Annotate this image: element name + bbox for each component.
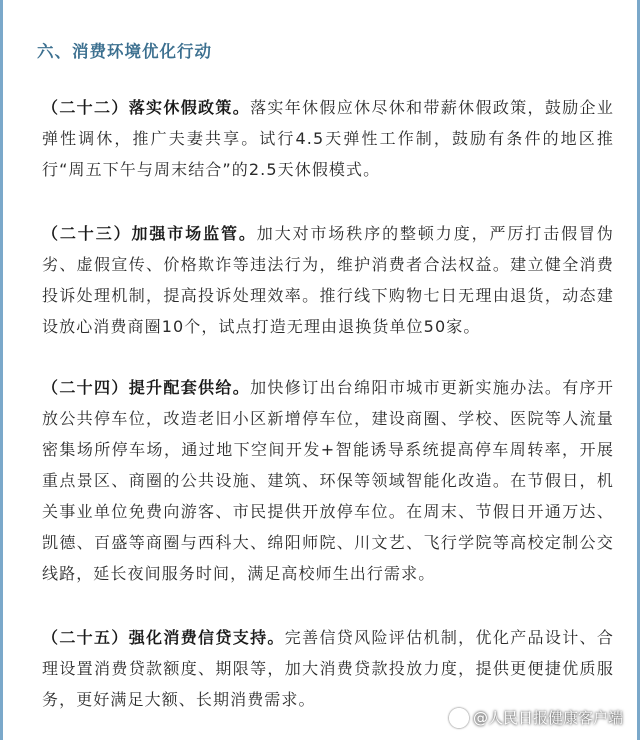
paragraph-item-22 <box>42 92 614 185</box>
watermark <box>449 707 623 728</box>
watermark-text: @人民日报健康客户端 <box>472 709 623 727</box>
paragraph-body: 加快修订出台绵阳市城市更新实施办法。有序开放公共停车位，改造老旧小区新增停车位，建设商圈、学校、医院等人流量密集场所停车场，通过地下空间开发+智能诱导系统提高停车周转率，开展重点景区、商圈的公共设施、建筑、环保等领域智能化改造。在节假日，机关事业单位免费向游客、市民提供开放停车位。在周末、节假日开通万达、凯德、百盛等商圈与西科大、绵阳师院、川文艺、飞行学院等高校定制公交线路，延长夜间服务时间，满足高校师生出行需求。 <box>42 378 614 583</box>
paragraph-body: 完善信贷风险评估机制，优化产品设计、合理设置消费贷款额度、期限等，加大消费贷款投放力度，提供更便捷优质服务，更好满足大额、长期消费需求。 <box>42 628 614 709</box>
section-title: 六、消费环境优化行动 <box>37 42 212 61</box>
paragraph-body: 落实年休假应休尽休和带薪休假政策，鼓励企业弹性调休，推广夫妻共享。试行4.5天弹性工作制，鼓励有条件的地区推行“周五下午与周末结合”的2.5天休假模式。 <box>42 98 614 179</box>
paragraph-body: 加大对市场秩序的整顿力度，严厉打击假冒伪劣、虚假宣传、价格欺诈等违法行为，维护消费者合法权益。建立健全消费投诉处理机制，提高投诉处理效率。推行线下购物七日无理由退货，动态建设放心消费商圈10个，试点打造无理由退换货单位50家。 <box>42 224 614 336</box>
paragraph-lead: （二十三）加强市场监管。 <box>42 224 257 243</box>
paragraph-item-23 <box>42 218 614 342</box>
paragraph-item-24 <box>42 372 614 589</box>
paragraph-lead: （二十四）提升配套供给。 <box>42 378 251 397</box>
paragraph-item-25 <box>42 622 614 715</box>
source-logo-icon <box>449 708 469 728</box>
paragraph-lead: （二十二）落实休假政策。 <box>42 98 251 117</box>
paragraph-lead: （二十五）强化消费信贷支持。 <box>42 628 285 647</box>
